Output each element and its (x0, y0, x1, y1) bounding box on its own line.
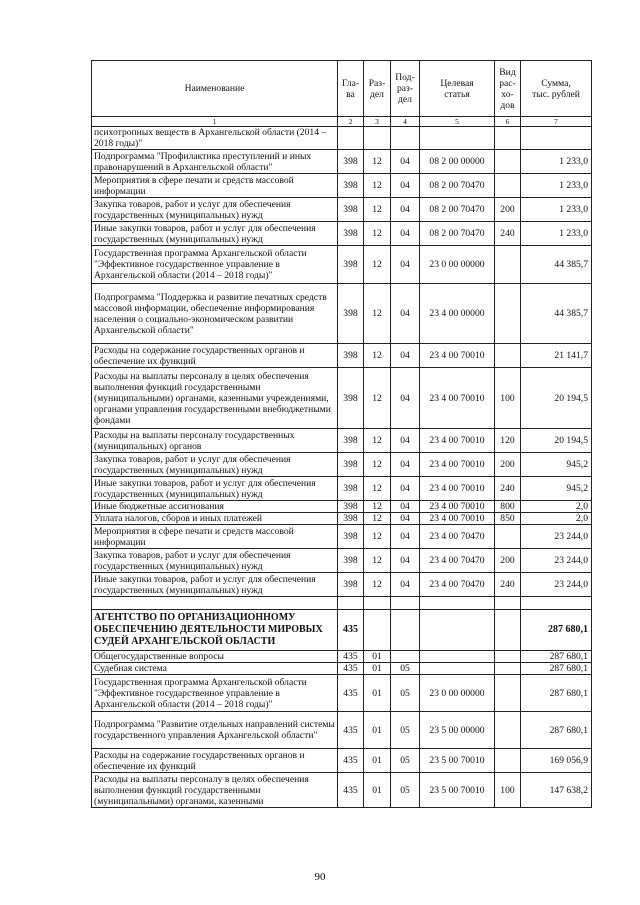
row-expense-type (495, 651, 521, 663)
row-chapter: 398 (338, 477, 364, 501)
row-amount: 2,0 (521, 501, 592, 513)
row-section: 12 (364, 573, 391, 597)
header-target: Целевая статья (420, 61, 495, 117)
row-expense-type: 240 (495, 477, 521, 501)
row-target: 23 4 00 70470 (420, 549, 495, 573)
row-chapter: 398 (338, 513, 364, 525)
row-section: 12 (364, 222, 391, 246)
row-expense-type (495, 675, 521, 712)
row-name: Расходы на выплаты персоналу государственных (муниципальных) органов (92, 429, 338, 453)
row-section (364, 610, 391, 651)
header-expense-type: Вид рас- хо- дов (495, 61, 521, 117)
row-name: Иные закупки товаров, работ и услуг для обеспечения государственных (муниципальных) нужд (92, 477, 338, 501)
row-chapter: 398 (338, 573, 364, 597)
row-expense-type (495, 597, 521, 610)
row-subsection: 04 (391, 150, 420, 174)
row-amount: 23 244,0 (521, 573, 592, 597)
row-subsection: 04 (391, 222, 420, 246)
row-section: 01 (364, 663, 391, 675)
row-subsection: 04 (391, 174, 420, 198)
row-name: Уплата налогов, сборов и иных платежей (92, 513, 338, 525)
row-target: 23 4 00 70470 (420, 525, 495, 549)
row-section: 12 (364, 525, 391, 549)
table-row (92, 174, 592, 198)
row-amount: 287 680,1 (521, 610, 592, 651)
row-section: 01 (364, 675, 391, 712)
row-section: 12 (364, 368, 391, 429)
table-row (92, 284, 592, 344)
row-subsection: 04 (391, 573, 420, 597)
row-section (364, 127, 391, 150)
row-section: 01 (364, 773, 391, 808)
row-target: 23 4 00 00000 (420, 284, 495, 344)
row-subsection: 04 (391, 368, 420, 429)
row-expense-type (495, 610, 521, 651)
table-row (92, 549, 592, 573)
table-row (92, 150, 592, 174)
row-chapter: 435 (338, 773, 364, 808)
row-name: Судебная система (92, 663, 338, 675)
row-amount: 44 385,7 (521, 284, 592, 344)
row-name: Общегосударственные вопросы (92, 651, 338, 663)
row-subsection (391, 597, 420, 610)
row-amount: 23 244,0 (521, 549, 592, 573)
row-target: 23 4 00 70010 (420, 429, 495, 453)
row-name: Расходы на содержание государственных органов и обеспечение их функций (92, 344, 338, 368)
row-name: Расходы на выплаты персоналу в целях обеспечения выполнения функций государственными (муниципальными) органами, казенными учреждениями, органами управления государственными внебюджетными фондами (92, 368, 338, 429)
row-name: Иные закупки товаров, работ и услуг для обеспечения государственных (муниципальных) нужд (92, 573, 338, 597)
row-expense-type: 100 (495, 773, 521, 808)
row-section: 12 (364, 501, 391, 513)
row-chapter: 398 (338, 429, 364, 453)
row-section: 12 (364, 150, 391, 174)
row-amount: 44 385,7 (521, 246, 592, 284)
column-number: 5 (420, 117, 495, 127)
row-subsection (391, 610, 420, 651)
row-chapter: 435 (338, 712, 364, 749)
row-chapter: 398 (338, 344, 364, 368)
table-row (92, 453, 592, 477)
row-section: 12 (364, 453, 391, 477)
table-row (92, 573, 592, 597)
row-expense-type (495, 525, 521, 549)
column-number: 2 (338, 117, 364, 127)
row-name: АГЕНТСТВО ПО ОРГАНИЗАЦИОННОМУ ОБЕСПЕЧЕНИЮ ДЕЯТЕЛЬНОСТИ МИРОВЫХ СУДЕЙ АРХАНГЕЛЬСКОЙ ОБЛАСТИ (92, 610, 338, 651)
column-number: 3 (364, 117, 391, 127)
table-row (92, 429, 592, 453)
row-amount: 147 638,2 (521, 773, 592, 808)
row-name: Иные закупки товаров, работ и услуг для обеспечения государственных (муниципальных) нужд (92, 222, 338, 246)
row-subsection: 04 (391, 513, 420, 525)
table-row (92, 749, 592, 773)
row-subsection: 04 (391, 246, 420, 284)
row-name: Иные бюджетные ассигнования (92, 501, 338, 513)
row-section: 12 (364, 246, 391, 284)
row-amount: 20 194,5 (521, 368, 592, 429)
row-section: 12 (364, 284, 391, 344)
table-body (92, 127, 592, 808)
row-section: 12 (364, 477, 391, 501)
row-subsection: 05 (391, 773, 420, 808)
table-row (92, 344, 592, 368)
row-target: 23 4 00 70010 (420, 513, 495, 525)
row-subsection: 05 (391, 675, 420, 712)
table-row (92, 663, 592, 675)
row-name: Расходы на содержание государственных органов и обеспечение их функций (92, 749, 338, 773)
row-chapter: 398 (338, 174, 364, 198)
row-name: Подпрограмма "Профилактика преступлений и иных правонарушений в Архангельской области" (92, 150, 338, 174)
row-amount: 169 056,9 (521, 749, 592, 773)
row-subsection: 05 (391, 663, 420, 675)
row-expense-type: 800 (495, 501, 521, 513)
row-name: Закупка товаров, работ и услуг для обеспечения государственных (муниципальных) нужд (92, 198, 338, 222)
row-name: Государственная программа Архангельской области "Эффективное государственное управление в Архангельской области (2014 – 2018 годы)" (92, 246, 338, 284)
row-target: 23 0 00 00000 (420, 246, 495, 284)
row-target: 23 5 00 70010 (420, 749, 495, 773)
row-target: 08 2 00 70470 (420, 174, 495, 198)
row-expense-type: 200 (495, 549, 521, 573)
row-chapter: 435 (338, 675, 364, 712)
row-subsection: 04 (391, 501, 420, 513)
row-target: 08 2 00 70470 (420, 198, 495, 222)
row-amount: 23 244,0 (521, 525, 592, 549)
row-section (364, 597, 391, 610)
row-expense-type (495, 344, 521, 368)
header-section: Раз- дел (364, 61, 391, 117)
row-name: Закупка товаров, работ и услуг для обеспечения государственных (муниципальных) нужд (92, 453, 338, 477)
row-name: Мероприятия в сфере печати и средств массовой информации (92, 174, 338, 198)
row-name (92, 597, 338, 610)
row-subsection (391, 651, 420, 663)
row-section: 12 (364, 198, 391, 222)
row-amount: 1 233,0 (521, 174, 592, 198)
row-section: 12 (364, 429, 391, 453)
row-amount: 20 194,5 (521, 429, 592, 453)
row-name: Мероприятия в сфере печати и средств массовой информации (92, 525, 338, 549)
row-subsection: 04 (391, 284, 420, 344)
row-expense-type (495, 174, 521, 198)
row-expense-type: 850 (495, 513, 521, 525)
row-expense-type (495, 712, 521, 749)
header-subsection: Под- раз- дел (391, 61, 420, 117)
column-number: 7 (521, 117, 592, 127)
row-name: Подпрограмма "Поддержка и развитие печатных средств массовой информации, обеспечение информирования населения о социально-экономическом развитии Архангельской области" (92, 284, 338, 344)
row-target: 23 4 00 70470 (420, 573, 495, 597)
row-target: 23 4 00 70010 (420, 368, 495, 429)
row-target (420, 663, 495, 675)
row-expense-type (495, 150, 521, 174)
row-section: 01 (364, 712, 391, 749)
column-number: 1 (92, 117, 338, 127)
row-amount: 287 680,1 (521, 712, 592, 749)
row-expense-type: 240 (495, 573, 521, 597)
row-chapter: 435 (338, 651, 364, 663)
row-expense-type: 120 (495, 429, 521, 453)
header-row (92, 61, 592, 117)
row-chapter: 435 (338, 663, 364, 675)
row-chapter: 398 (338, 284, 364, 344)
row-chapter: 398 (338, 525, 364, 549)
row-expense-type (495, 663, 521, 675)
column-number: 4 (391, 117, 420, 127)
budget-table (91, 60, 592, 808)
row-amount: 2,0 (521, 513, 592, 525)
row-target (420, 127, 495, 150)
row-chapter (338, 597, 364, 610)
table-row (92, 651, 592, 663)
row-name: Государственная программа Архангельской области "Эффективное государственное управление в Архангельской области (2014 – 2018 годы)" (92, 675, 338, 712)
row-subsection: 04 (391, 198, 420, 222)
row-expense-type: 100 (495, 368, 521, 429)
row-target (420, 651, 495, 663)
table-row (92, 127, 592, 150)
row-amount: 945,2 (521, 453, 592, 477)
page-number: 90 (314, 871, 326, 883)
row-name: Закупка товаров, работ и услуг для обеспечения государственных (муниципальных) нужд (92, 549, 338, 573)
row-amount: 945,2 (521, 477, 592, 501)
row-subsection: 05 (391, 712, 420, 749)
row-expense-type (495, 749, 521, 773)
table-row (92, 198, 592, 222)
row-target (420, 597, 495, 610)
table-row (92, 368, 592, 429)
row-section: 12 (364, 344, 391, 368)
table-row (92, 525, 592, 549)
row-chapter: 398 (338, 453, 364, 477)
row-amount: 1 233,0 (521, 222, 592, 246)
row-expense-type (495, 246, 521, 284)
row-amount (521, 127, 592, 150)
column-number-row (92, 117, 592, 127)
row-expense-type: 240 (495, 222, 521, 246)
row-subsection: 04 (391, 344, 420, 368)
row-subsection: 04 (391, 453, 420, 477)
table-row (92, 222, 592, 246)
header-chapter: Гла- ва (338, 61, 364, 117)
row-amount: 21 141,7 (521, 344, 592, 368)
table-row (92, 610, 592, 651)
row-amount (521, 597, 592, 610)
row-target: 23 5 00 00000 (420, 712, 495, 749)
row-section: 01 (364, 749, 391, 773)
row-chapter: 398 (338, 198, 364, 222)
row-amount: 287 680,1 (521, 675, 592, 712)
table-row (92, 773, 592, 808)
row-name: психотропных веществ в Архангельской области (2014 – 2018 годы)" (92, 127, 338, 150)
row-expense-type: 200 (495, 453, 521, 477)
row-amount: 287 680,1 (521, 651, 592, 663)
table-row (92, 477, 592, 501)
row-chapter: 398 (338, 549, 364, 573)
row-subsection: 04 (391, 549, 420, 573)
table-row (92, 712, 592, 749)
row-target: 08 2 00 00000 (420, 150, 495, 174)
row-chapter (338, 127, 364, 150)
row-subsection: 05 (391, 749, 420, 773)
row-subsection: 04 (391, 525, 420, 549)
row-amount: 287 680,1 (521, 663, 592, 675)
table-row (92, 675, 592, 712)
row-chapter: 398 (338, 246, 364, 284)
row-section: 12 (364, 549, 391, 573)
row-amount: 1 233,0 (521, 150, 592, 174)
row-chapter: 398 (338, 150, 364, 174)
row-section: 12 (364, 513, 391, 525)
row-section: 01 (364, 651, 391, 663)
row-target: 23 4 00 70010 (420, 453, 495, 477)
row-target: 23 4 00 70010 (420, 344, 495, 368)
table-row (92, 513, 592, 525)
row-target: 23 5 00 70010 (420, 773, 495, 808)
row-expense-type (495, 284, 521, 344)
row-target: 23 4 00 70010 (420, 477, 495, 501)
row-expense-type (495, 127, 521, 150)
table-row (92, 597, 592, 610)
column-number: 6 (495, 117, 521, 127)
header-amount: Сумма, тыс. рублей (521, 61, 592, 117)
row-chapter: 435 (338, 610, 364, 651)
row-expense-type: 200 (495, 198, 521, 222)
row-subsection: 04 (391, 477, 420, 501)
row-target: 23 0 00 00000 (420, 675, 495, 712)
row-chapter: 398 (338, 222, 364, 246)
row-chapter: 435 (338, 749, 364, 773)
table-row (92, 501, 592, 513)
row-target: 23 4 00 70010 (420, 501, 495, 513)
row-chapter: 398 (338, 501, 364, 513)
row-subsection (391, 127, 420, 150)
row-amount: 1 233,0 (521, 198, 592, 222)
row-section: 12 (364, 174, 391, 198)
row-subsection: 04 (391, 429, 420, 453)
table-row (92, 246, 592, 284)
row-target: 08 2 00 70470 (420, 222, 495, 246)
row-target (420, 610, 495, 651)
row-chapter: 398 (338, 368, 364, 429)
row-name: Расходы на выплаты персоналу в целях обеспечения выполнения функций государственными (муниципальными) органами, казенными (92, 773, 338, 808)
row-name: Подпрограмма "Развитие отдельных направлений системы государственного управления Архангельской области" (92, 712, 338, 749)
header-name: Наименование (92, 61, 338, 117)
